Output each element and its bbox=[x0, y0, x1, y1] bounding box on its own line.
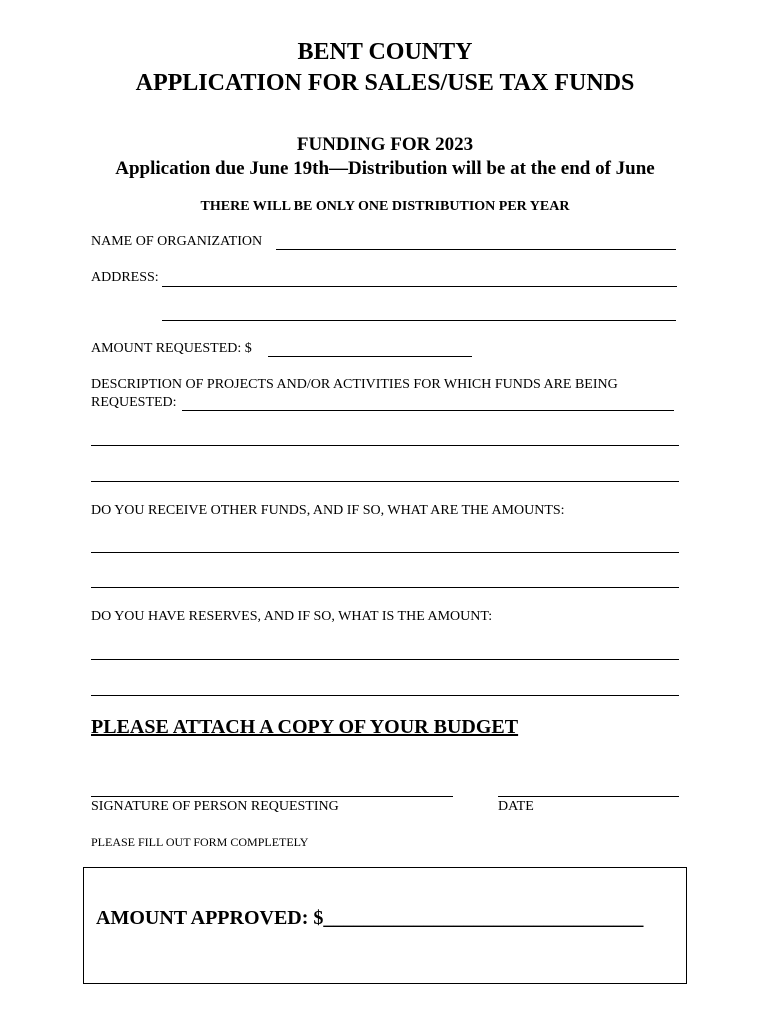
other-funds-input-1[interactable] bbox=[93, 533, 677, 551]
reserves-input-1[interactable] bbox=[93, 640, 677, 658]
other-funds-input-2[interactable] bbox=[93, 568, 677, 586]
description-line-2 bbox=[91, 445, 679, 446]
signature-input[interactable] bbox=[93, 777, 451, 795]
address-label: ADDRESS: bbox=[91, 270, 159, 285]
description-label-line1: DESCRIPTION OF PROJECTS AND/OR ACTIVITIES FOR WHICH FUNDS ARE BEING bbox=[91, 377, 618, 392]
due-date-line: Application due June 19th—Distribution will be at the end of June bbox=[115, 158, 655, 179]
complete-form-note: PLEASE FILL OUT FORM COMPLETELY bbox=[91, 835, 309, 849]
address-input-1[interactable] bbox=[164, 267, 675, 285]
address-line-1 bbox=[162, 286, 677, 287]
amount-approved-label: AMOUNT APPROVED: $ bbox=[96, 907, 324, 929]
signature-label: SIGNATURE OF PERSON REQUESTING bbox=[91, 799, 339, 814]
amount-requested-line bbox=[268, 356, 472, 357]
description-input-2[interactable] bbox=[93, 426, 677, 444]
form-title: APPLICATION FOR SALES/USE TAX FUNDS bbox=[135, 70, 635, 96]
description-input-3[interactable] bbox=[93, 462, 677, 480]
address-input-2[interactable] bbox=[164, 301, 674, 319]
budget-notice: PLEASE ATTACH A COPY OF YOUR BUDGET bbox=[91, 716, 519, 738]
county-title: BENT COUNTY bbox=[297, 39, 473, 65]
other-funds-label: DO YOU RECEIVE OTHER FUNDS, AND IF SO, WHAT ARE THE AMOUNTS: bbox=[91, 503, 565, 518]
description-line-1 bbox=[182, 410, 674, 411]
amount-approved-blank[interactable]: ________________________________ bbox=[323, 907, 644, 929]
date-line bbox=[498, 796, 679, 797]
amount-requested-label: AMOUNT REQUESTED: $ bbox=[91, 341, 252, 356]
reserves-line-2 bbox=[91, 695, 679, 696]
amount-requested-input[interactable] bbox=[270, 337, 470, 355]
organization-label: NAME OF ORGANIZATION bbox=[91, 234, 263, 249]
reserves-line-1 bbox=[91, 659, 679, 660]
description-label-line2: REQUESTED: bbox=[91, 395, 177, 410]
amount-approved-row bbox=[96, 907, 643, 930]
reserves-label: DO YOU HAVE RESERVES, AND IF SO, WHAT IS THE AMOUNT: bbox=[91, 609, 493, 624]
organization-input[interactable] bbox=[278, 230, 674, 248]
signature-line bbox=[91, 796, 453, 797]
description-line-3 bbox=[91, 481, 679, 482]
other-funds-line-2 bbox=[91, 587, 679, 588]
distribution-note: THERE WILL BE ONLY ONE DISTRIBUTION PER YEAR bbox=[200, 199, 570, 214]
description-input-1[interactable] bbox=[184, 391, 672, 409]
other-funds-line-1 bbox=[91, 552, 679, 553]
date-input[interactable] bbox=[500, 777, 677, 795]
address-line-2 bbox=[162, 320, 676, 321]
date-label: DATE bbox=[498, 799, 534, 814]
funding-year: FUNDING FOR 2023 bbox=[296, 134, 474, 155]
reserves-input-2[interactable] bbox=[93, 676, 677, 694]
amount-approved-box bbox=[83, 867, 687, 984]
organization-line bbox=[276, 249, 676, 250]
